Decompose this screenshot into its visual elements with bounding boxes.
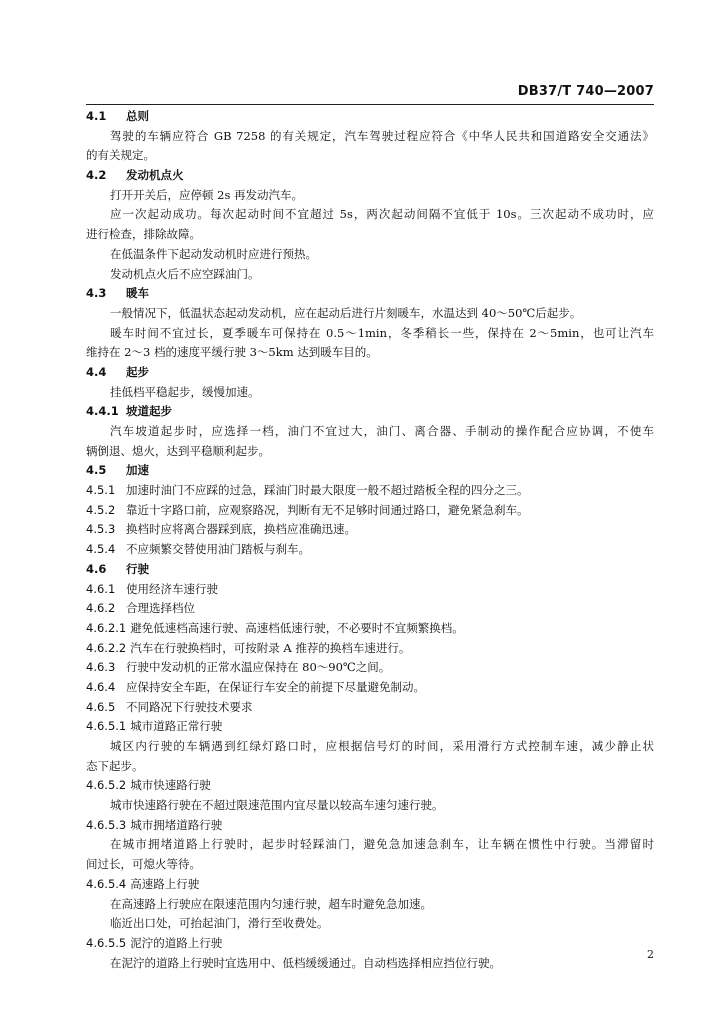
paragraph-line: 城区内行驶的车辆遇到红绿灯路口时，应根据信号灯的时间，采用滑行方式控制车速，减少静止状 <box>110 739 654 753</box>
clause-number: 4.6.5.4 <box>86 876 127 891</box>
header-divider <box>86 104 654 105</box>
paragraph-line: 城市快速路行驶在不超过限速范围内宜尽量以较高车速匀速行驶。 <box>110 798 444 813</box>
clause-text: 应保持安全车距，在保证行车安全的前提下尽量避免制动。 <box>126 679 425 694</box>
clause-number: 4.6.2.2 <box>86 640 127 655</box>
clause-number: 4.6.5.3 <box>86 817 127 832</box>
document-body <box>86 107 654 973</box>
clause-number: 4.6.1 <box>86 581 116 596</box>
section-heading <box>86 461 654 481</box>
paragraph-line: 在泥泞的道路上行驶时宜选用中、低档缓缓通过。自动档选择相应挡位行驶。 <box>110 955 501 970</box>
paragraph-line: 间过长，可熄火等待。 <box>86 857 201 872</box>
section-heading <box>86 363 654 383</box>
paragraph-line: 一般情况下，低温状态起动发动机，应在起动后进行片刻暖车，水温达到 40～50℃后起步。 <box>110 305 582 320</box>
clause-text: 总则 <box>126 109 149 123</box>
clause-text: 换档时应将离合器踩到底，换档应准确迅速。 <box>126 522 356 537</box>
paragraph-line: 辆倒退、熄火，达到平稳顺利起步。 <box>86 443 270 458</box>
clause-number: 4.1 <box>86 109 107 123</box>
paragraph-line: 暖车时间不宜过长，夏季暖车可保持在 0.5～1min，冬季稍长一些，保持在 2～5min，也可让汽车 <box>110 325 654 340</box>
paragraph-line: 态下起步。 <box>86 758 144 773</box>
clause-number: 4.6.2.1 <box>86 620 127 635</box>
clause-number: 4.6.2 <box>86 601 116 616</box>
clause-number: 4.6.5.2 <box>86 778 127 793</box>
clause-line <box>86 658 654 678</box>
clause-line <box>86 599 654 619</box>
clause-line <box>86 580 654 600</box>
clause-line <box>86 776 654 796</box>
paragraph-line: 进行检查，排除故障。 <box>86 227 201 242</box>
paragraph-line: 打开开关后，应停顿 2s 再发动汽车。 <box>110 187 304 202</box>
clause-line <box>86 639 654 659</box>
clause-line <box>86 934 654 954</box>
paragraph-line: 临近出口处，可抬起油门，滑行至收费处。 <box>110 916 329 931</box>
clause-text: 行驶 <box>126 561 149 576</box>
paragraph-line: 在城市拥堵道路上行驶时，起步时轻踩油门，避免急加速急刹车，让车辆在惯性中行驶。当滞留时 <box>110 837 654 852</box>
clause-text: 使用经济车速行驶 <box>126 581 218 596</box>
clause-text: 发动机点火 <box>126 168 184 183</box>
paragraph-line: 在高速路上行驶应在限速范围内匀速行驶，超车时避免急加速。 <box>110 896 432 911</box>
clause-line <box>86 501 654 521</box>
clause-text: 不同路况下行驶技术要求 <box>126 699 253 714</box>
clause-line <box>86 540 654 560</box>
clause-number: 4.6.3 <box>86 660 116 675</box>
clause-line <box>86 717 654 737</box>
section-heading <box>86 402 654 422</box>
clause-text: 汽车在行驶换档时，可按附录 A 推荐的换档车速进行。 <box>130 640 411 655</box>
standard-code: DB37/T 740—2007 <box>517 84 654 99</box>
section-heading <box>86 107 654 127</box>
clause-number: 4.5 <box>86 463 107 478</box>
clause-number: 4.6.5.5 <box>86 935 127 950</box>
clause-number: 4.6 <box>86 561 107 576</box>
clause-line <box>86 481 654 501</box>
paragraph-line: 维持在 2～3 档的速度平缓行驶 3～5km 达到暖车目的。 <box>86 345 378 360</box>
paragraph-line: 发动机点火后不应空踩油门。 <box>110 266 260 281</box>
section-heading <box>86 166 654 186</box>
clause-text: 城市拥堵道路行驶 <box>130 817 223 832</box>
clause-number: 4.2 <box>86 168 107 183</box>
clause-line <box>86 678 654 698</box>
clause-text: 城市快速路行驶 <box>130 778 211 793</box>
paragraph-line: 的有关规定。 <box>86 148 155 163</box>
paragraph-line: 驾驶的车辆应符合 GB 7258 的有关规定，汽车驾驶过程应符合《中华人民共和国道路安全交通法》 <box>110 128 654 143</box>
clause-line <box>86 619 654 639</box>
clause-line <box>86 816 654 836</box>
clause-number: 4.6.4 <box>86 679 116 694</box>
clause-text: 避免低速档高速行驶、高速档低速行驶，不必要时不宜频繁换档。 <box>130 620 464 635</box>
clause-number: 4.6.5 <box>86 699 116 714</box>
clause-text: 起步 <box>126 364 149 379</box>
clause-text: 坡道起步 <box>126 404 172 419</box>
clause-text: 泥泞的道路上行驶 <box>130 935 223 950</box>
clause-text: 加速时油门不应踩的过急，踩油门时最大限度一般不超过踏板全程的四分之三。 <box>126 483 529 498</box>
clause-number: 4.4.1 <box>86 404 119 419</box>
clause-number: 4.3 <box>86 286 107 301</box>
clause-number: 4.5.4 <box>86 542 116 557</box>
clause-text: 城市道路正常行驶 <box>130 719 223 734</box>
page-number: 2 <box>647 948 654 961</box>
paragraph-line: 在低温条件下起动发动机时应进行预热。 <box>110 246 317 261</box>
clause-text: 高速路上行驶 <box>130 876 200 891</box>
paragraph-line: 汽车坡道起步时，应选择一档，油门不宜过大，油门、离合器、手制动的操作配合应协调，不使车 <box>110 424 654 438</box>
clause-number: 4.6.5.1 <box>86 719 127 734</box>
clause-text: 行驶中发动机的正常水温应保持在 80～90℃之间。 <box>126 660 391 675</box>
clause-line <box>86 520 654 540</box>
clause-line <box>86 875 654 895</box>
paragraph-line: 挂低档平稳起步，缓慢加速。 <box>110 384 260 399</box>
clause-text: 合理选择档位 <box>126 601 195 616</box>
clause-number: 4.5.3 <box>86 522 116 537</box>
clause-text: 不应频繁交替使用油门踏板与刹车。 <box>126 542 310 557</box>
clause-number: 4.5.2 <box>86 502 116 517</box>
paragraph-line: 应一次起动成功。每次起动时间不宜超过 5s，两次起动间隔不宜低于 10s。三次起动不成功时，应 <box>110 207 654 222</box>
section-heading <box>86 284 654 304</box>
clause-number: 4.4 <box>86 364 107 379</box>
clause-text: 靠近十字路口前，应观察路况，判断有无不足够时间通过路口，避免紧急刹车。 <box>126 502 529 517</box>
section-heading <box>86 560 654 580</box>
clause-line <box>86 698 654 718</box>
clause-number: 4.5.1 <box>86 483 116 498</box>
clause-text: 暖车 <box>126 286 149 301</box>
clause-text: 加速 <box>126 463 149 478</box>
